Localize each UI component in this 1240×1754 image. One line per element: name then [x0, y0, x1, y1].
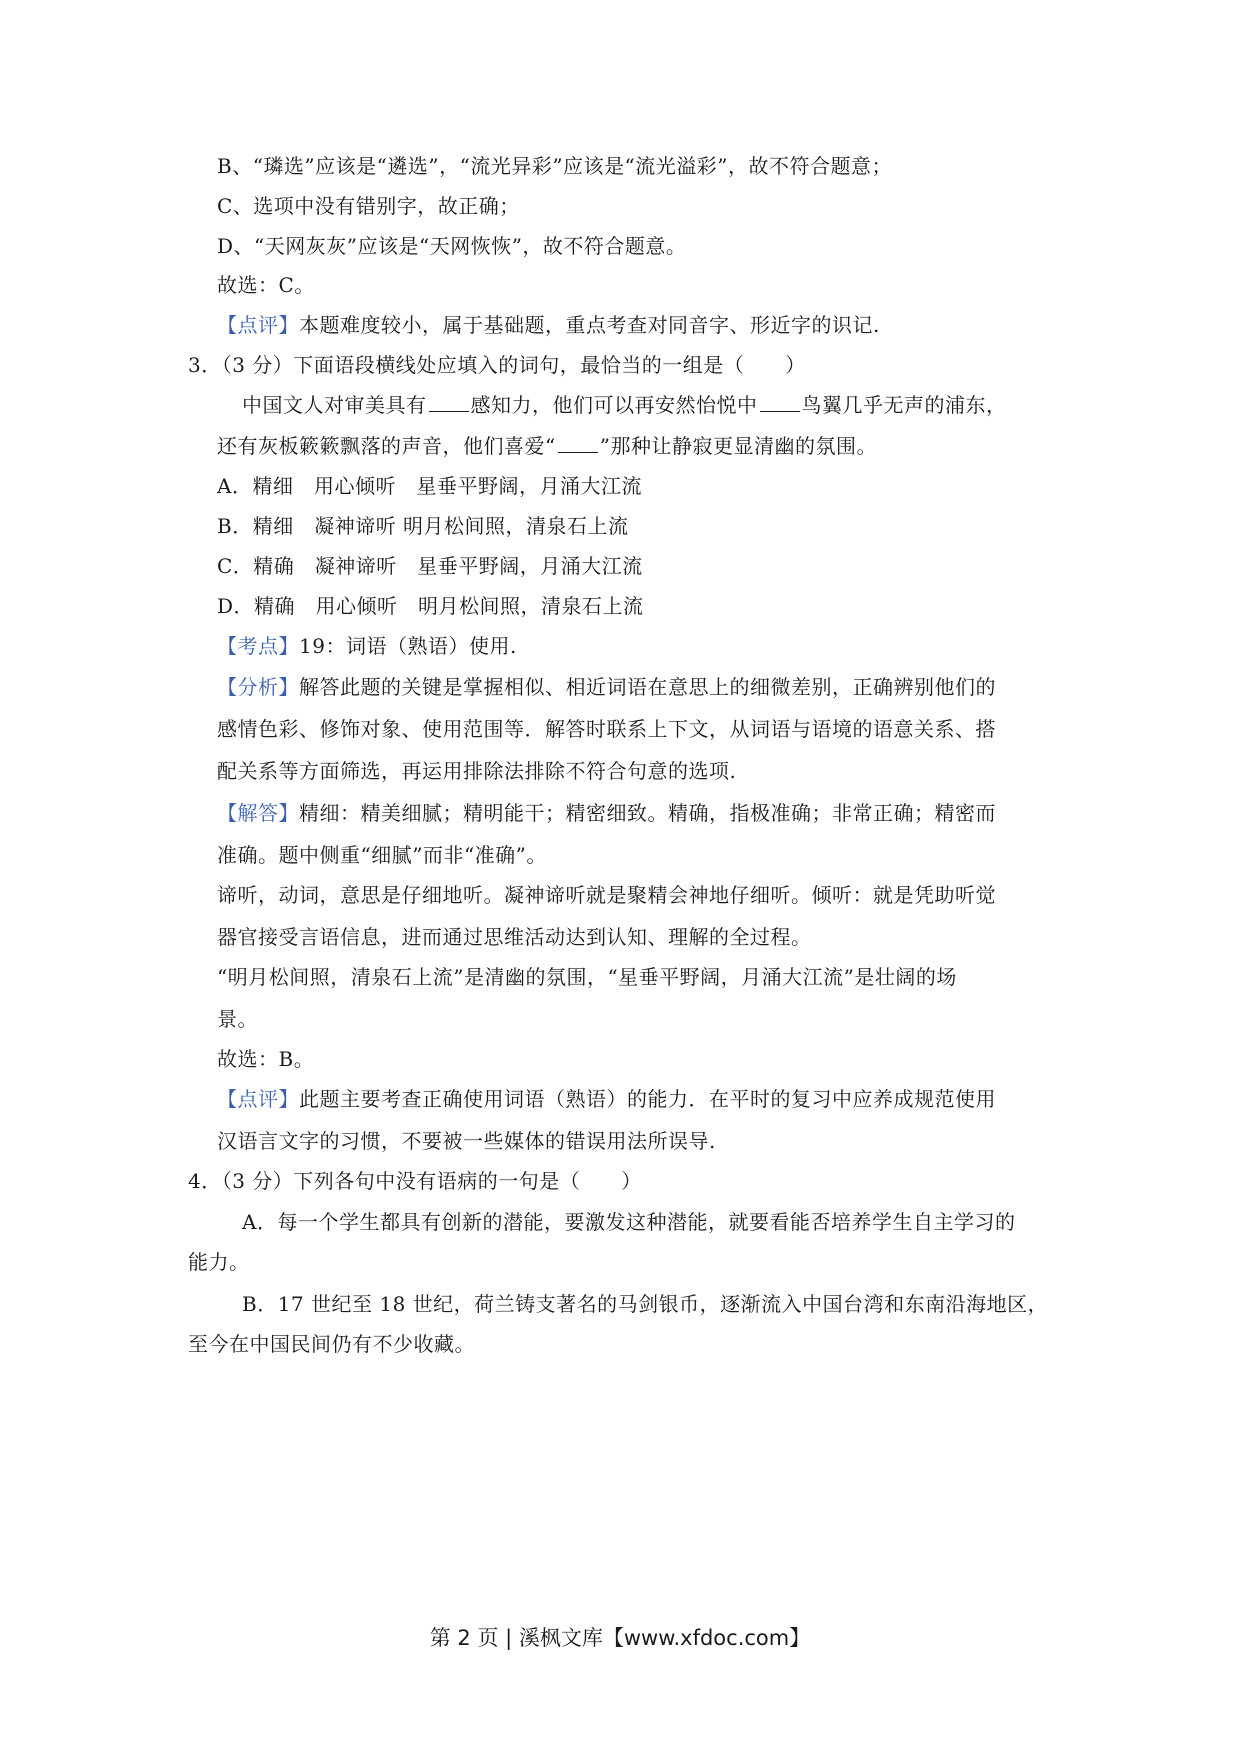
answer-text: 精细：精美细腻；精明能干；精密细致。精确，指极准确；非常正确；精密而	[299, 801, 996, 825]
answer-tag: 【解答】	[217, 801, 299, 825]
question-4-title: 4．（3 分）下列各句中没有语病的一句是（ ）	[188, 1169, 642, 1193]
analysis-text: 解答此题的关键是掌握相似、相近词语在意思上的细微差别，正确辨别他们的	[299, 675, 996, 699]
passage-text: 鸟翼几乎无声的浦东，	[801, 393, 1007, 417]
text-line: 准确。题中侧重“细腻”而非“准确”。	[217, 843, 547, 867]
text-line: 故选：B。	[217, 1047, 315, 1071]
text-line: C、选项中没有错别字，故正确；	[217, 194, 520, 218]
text-line: 景。	[217, 1007, 258, 1031]
text-line: 器官接受言语信息，进而通过思维活动达到认知、理解的全过程。	[217, 925, 812, 949]
text-line: 配关系等方面筛选，再运用排除法排除不符合句意的选项.	[217, 759, 737, 783]
passage-text: 感知力，他们可以再安然怡悦中	[470, 393, 758, 417]
text-line: 感情色彩、修饰对象、使用范围等．解答时联系上下文，从词语与语境的语意关系、搭	[217, 717, 996, 741]
passage-text: 中国文人对审美具有	[242, 393, 427, 417]
passage-text: 还有灰板簌簌飘落的声音，他们喜爱“	[217, 434, 556, 458]
comment-tag: 【点评】	[217, 313, 299, 337]
comment-tag: 【点评】	[217, 1087, 299, 1111]
page-footer: 第 2 页 | 溪枫文库【www.xfdoc.com】	[429, 1626, 811, 1650]
option-d: D．精确 用心倾听 明月松间照，清泉石上流	[217, 594, 644, 618]
option-b: B．精细 凝神谛听 明月松间照，清泉石上流	[217, 514, 629, 538]
comment-text: 此题主要考查正确使用词语（熟语）的能力．在平时的复习中应养成规范使用	[299, 1087, 996, 1111]
option-b: B．17 世纪至 18 世纪，荷兰铸支著名的马剑银币，逐渐流入中国台湾和东南沿海地区，	[242, 1292, 1049, 1316]
question-3-passage	[242, 391, 1007, 419]
comment-line	[217, 311, 880, 339]
kaodian-tag: 【考点】	[217, 634, 299, 658]
text-line: 能力。	[188, 1250, 250, 1274]
option-c: C．精确 凝神谛听 星垂平野阔，月涌大江流	[217, 554, 643, 578]
fill-blank	[429, 391, 469, 412]
text-line: 汉语言文字的习惯，不要被一些媒体的错误用法所误导.	[217, 1129, 716, 1153]
fill-blank	[558, 432, 598, 453]
text-line: 故选：C。	[217, 273, 315, 297]
option-a: A．精细 用心倾听 星垂平野阔，月涌大江流	[217, 474, 642, 498]
kaodian-line	[217, 632, 517, 660]
text-line: 至今在中国民间仍有不少收藏。	[188, 1332, 475, 1356]
passage-text: ”那种让静寂更显清幽的氛围。	[599, 434, 877, 458]
text-line: 谛听，动词，意思是仔细地听。凝神谛听就是聚精会神地仔细听。倾听：就是凭助听觉	[217, 883, 996, 907]
answer-line	[217, 799, 996, 827]
question-3-passage	[217, 432, 877, 460]
analysis-tag: 【分析】	[217, 675, 299, 699]
text-line: D、“天网灰灰”应该是“天网恢恢”，故不符合题意。	[217, 234, 687, 258]
text-line: B、“璘选”应该是“遴选”，“流光异彩”应该是“流光溢彩”，故不符合题意；	[217, 154, 892, 178]
question-3-title: 3．（3 分）下面语段横线处应填入的词句，最恰当的一组是（ ）	[188, 353, 806, 377]
option-a: A．每一个学生都具有创新的潜能，要激发这种潜能，就要看能否培养学生自主学习的	[242, 1210, 1016, 1234]
fill-blank	[760, 391, 800, 412]
analysis-line	[217, 673, 996, 701]
kaodian-text: 19：词语（熟语）使用.	[299, 634, 517, 658]
comment-text: 本题难度较小，属于基础题，重点考查对同音字、形近字的识记.	[299, 313, 880, 337]
text-line: “明月松间照，清泉石上流”是清幽的氛围，“星垂平野阔，月涌大江流”是壮阔的场	[217, 965, 957, 989]
comment-line	[217, 1085, 996, 1113]
